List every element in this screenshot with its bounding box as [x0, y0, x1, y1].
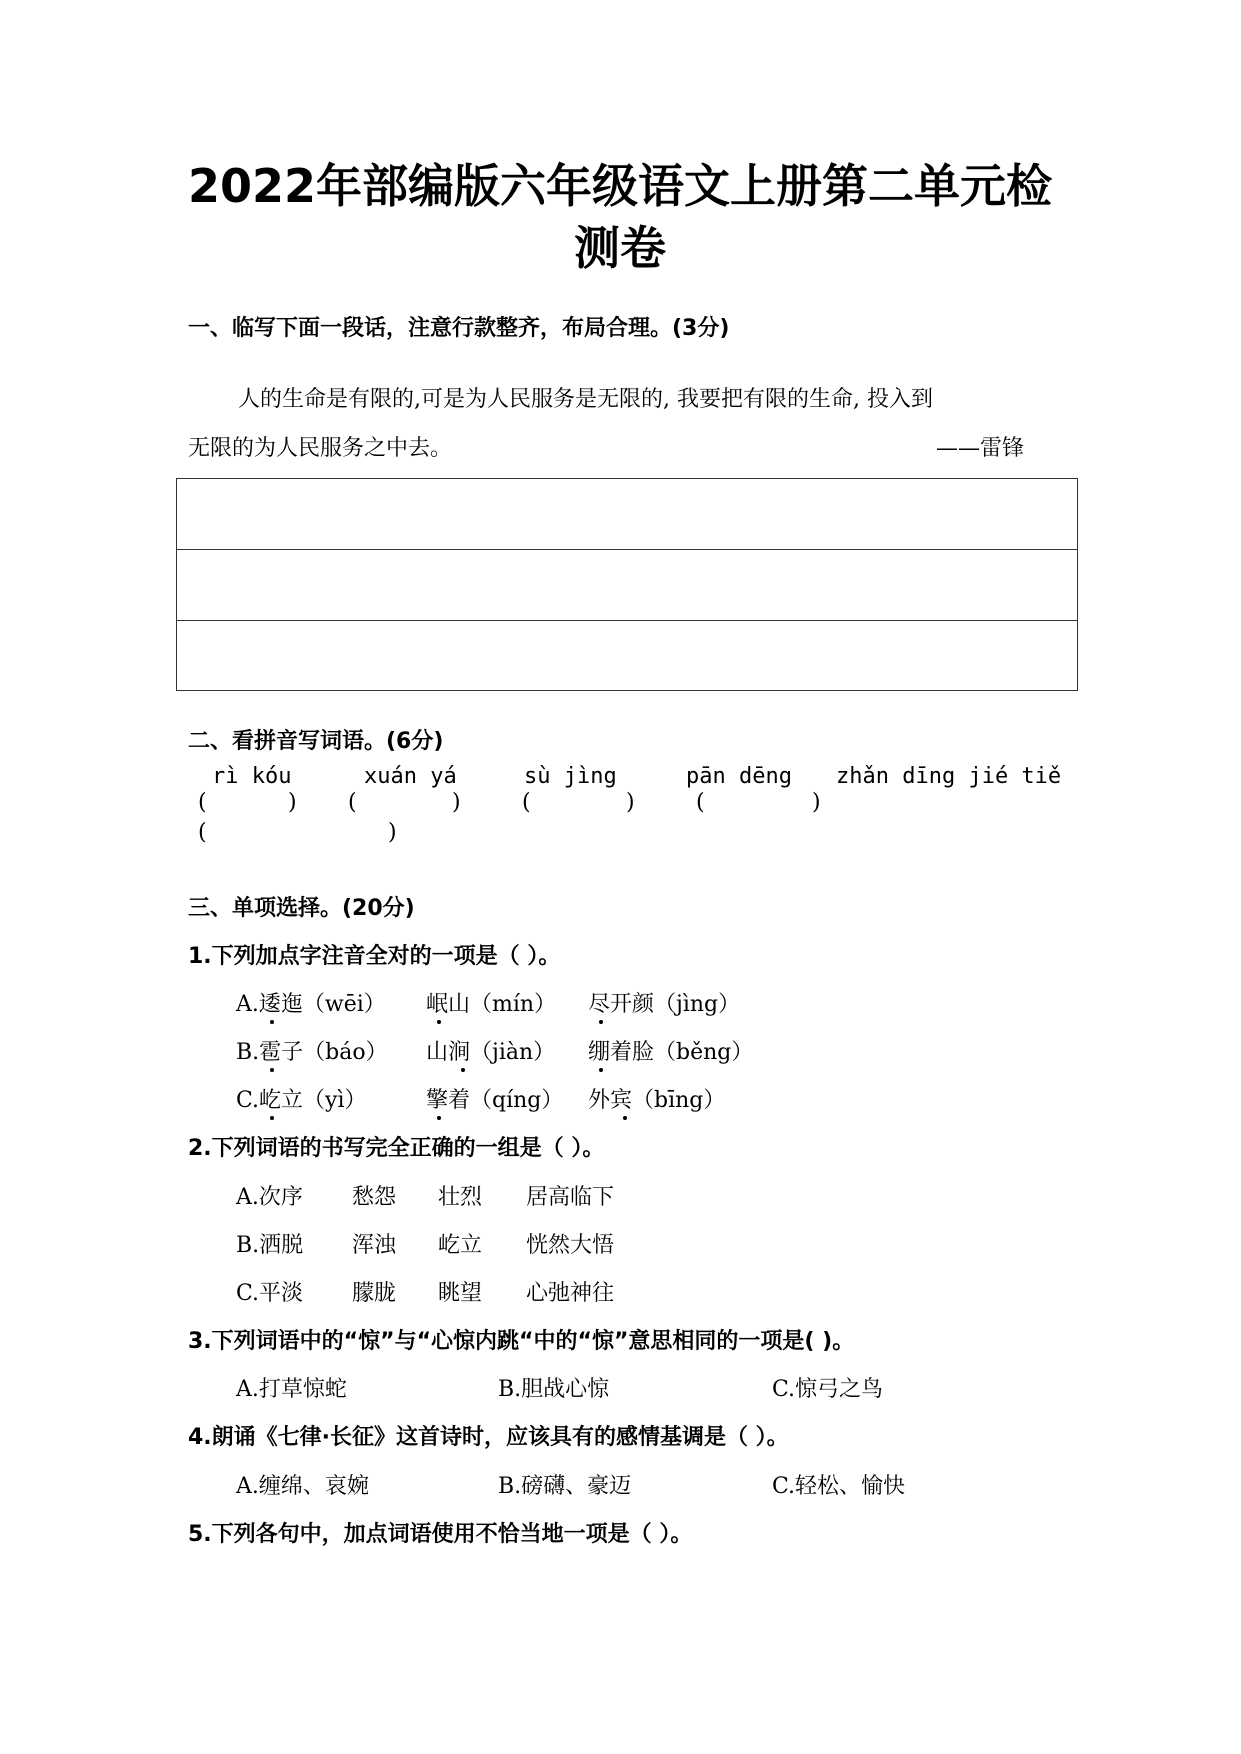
emphasis-dot — [437, 1116, 441, 1120]
q3-option-b: B.胆战心惊 — [498, 1377, 610, 1402]
question-1: 1.下列加点字注音全对的一项是（ ）。 — [188, 944, 561, 969]
q2-option: 愁怨 — [352, 1185, 397, 1210]
answer-paren-open: ( — [522, 790, 531, 815]
pinyin-2: xuán yá — [364, 764, 457, 789]
q4-option-a: A.缠绵、哀婉 — [236, 1474, 369, 1499]
q3-option-c: C.惊弓之鸟 — [772, 1377, 884, 1402]
answer-paren-close: ) — [288, 790, 297, 815]
question-3: 3.下列词语中的“惊”与“心惊内跳“中的“惊”意思相同的一项是( )。 — [188, 1329, 855, 1354]
writing-grid[interactable] — [176, 478, 1078, 691]
q2-option: 屹立 — [438, 1233, 483, 1258]
answer-paren-close: ) — [626, 790, 635, 815]
emphasis-dot — [461, 1068, 465, 1072]
answer-paren-close: ) — [812, 790, 821, 815]
q1-option: 尽开颜（jìng） — [588, 992, 741, 1017]
answer-paren-open: ( — [348, 790, 357, 815]
answer-paren-close: ) — [388, 820, 397, 845]
q2-option: 浑浊 — [352, 1233, 397, 1258]
emphasis-dot — [599, 1020, 603, 1024]
emphasis-dot — [270, 1068, 274, 1072]
section3-heading: 三、单项选择。(20分) — [188, 896, 415, 921]
q2-option: 恍然大悟 — [526, 1233, 615, 1258]
q1-option: 绷着脸（běng） — [588, 1040, 754, 1065]
copy-text-line2: 无限的为人民服务之中去。 — [188, 436, 453, 461]
q1-option: 山涧（jiàn） — [426, 1040, 556, 1065]
answer-paren-open: ( — [198, 790, 207, 815]
answer-paren-open: ( — [696, 790, 705, 815]
question-5: 5.下列各句中，加点词语使用不恰当地一项是（ ）。 — [188, 1522, 693, 1547]
question-2: 2.下列词语的书写完全正确的一组是（ ）。 — [188, 1136, 605, 1161]
answer-paren-close: ) — [452, 790, 461, 815]
q2-option: B.洒脱 — [236, 1233, 304, 1258]
emphasis-dot — [599, 1068, 603, 1072]
quote-author: ——雷锋 — [936, 436, 1025, 461]
q1-option: 擎着（qíng） — [426, 1088, 564, 1113]
pinyin-5: zhǎn dīng jié tiě — [836, 764, 1062, 789]
section1-heading: 一、临写下面一段话，注意行款整齐，布局合理。(3分) — [188, 316, 730, 341]
pinyin-3: sù jìng — [524, 764, 617, 789]
q1-option: C.屹立（yì） — [236, 1088, 367, 1113]
q1-option: 外宾（bīng） — [588, 1088, 726, 1113]
emphasis-dot — [270, 1020, 274, 1024]
q1-option: B.雹子（báo） — [236, 1040, 388, 1065]
q2-option: 壮烈 — [438, 1185, 483, 1210]
q2-option: 心弛神往 — [526, 1281, 615, 1306]
q4-option-c: C.轻松、愉快 — [772, 1474, 906, 1499]
q1-option: 岷山（mín） — [426, 992, 557, 1017]
pinyin-4: pān dēng — [686, 764, 792, 789]
answer-paren-open: ( — [198, 820, 207, 845]
q4-option-b: B.磅礴、豪迈 — [498, 1474, 632, 1499]
q1-option: A.逶迤（wēi） — [236, 992, 386, 1017]
q2-option: A.次序 — [236, 1185, 303, 1210]
pinyin-1: rì kóu — [212, 764, 292, 789]
q2-option: C.平淡 — [236, 1281, 304, 1306]
section2-heading: 二、看拼音写词语。(6分) — [188, 729, 444, 754]
question-4: 4.朗诵《七律·长征》这首诗时，应该具有的感情基调是（ ）。 — [188, 1425, 789, 1450]
q2-option: 朦胧 — [352, 1281, 397, 1306]
q2-option: 眺望 — [438, 1281, 483, 1306]
q2-option: 居高临下 — [526, 1185, 615, 1210]
writing-line — [177, 549, 1077, 550]
emphasis-dot — [437, 1020, 441, 1024]
emphasis-dot — [623, 1116, 627, 1120]
page-title: 2022年部编版六年级语文上册第二单元检 — [187, 159, 1053, 213]
writing-line — [177, 620, 1077, 621]
q3-option-a: A.打草惊蛇 — [236, 1377, 347, 1402]
copy-text-line1: 人的生命是有限的,可是为人民服务是无限的, 我要把有限的生命, 投入到 — [238, 387, 933, 412]
page-title-continued: 测卷 — [574, 221, 666, 275]
emphasis-dot — [270, 1116, 274, 1120]
